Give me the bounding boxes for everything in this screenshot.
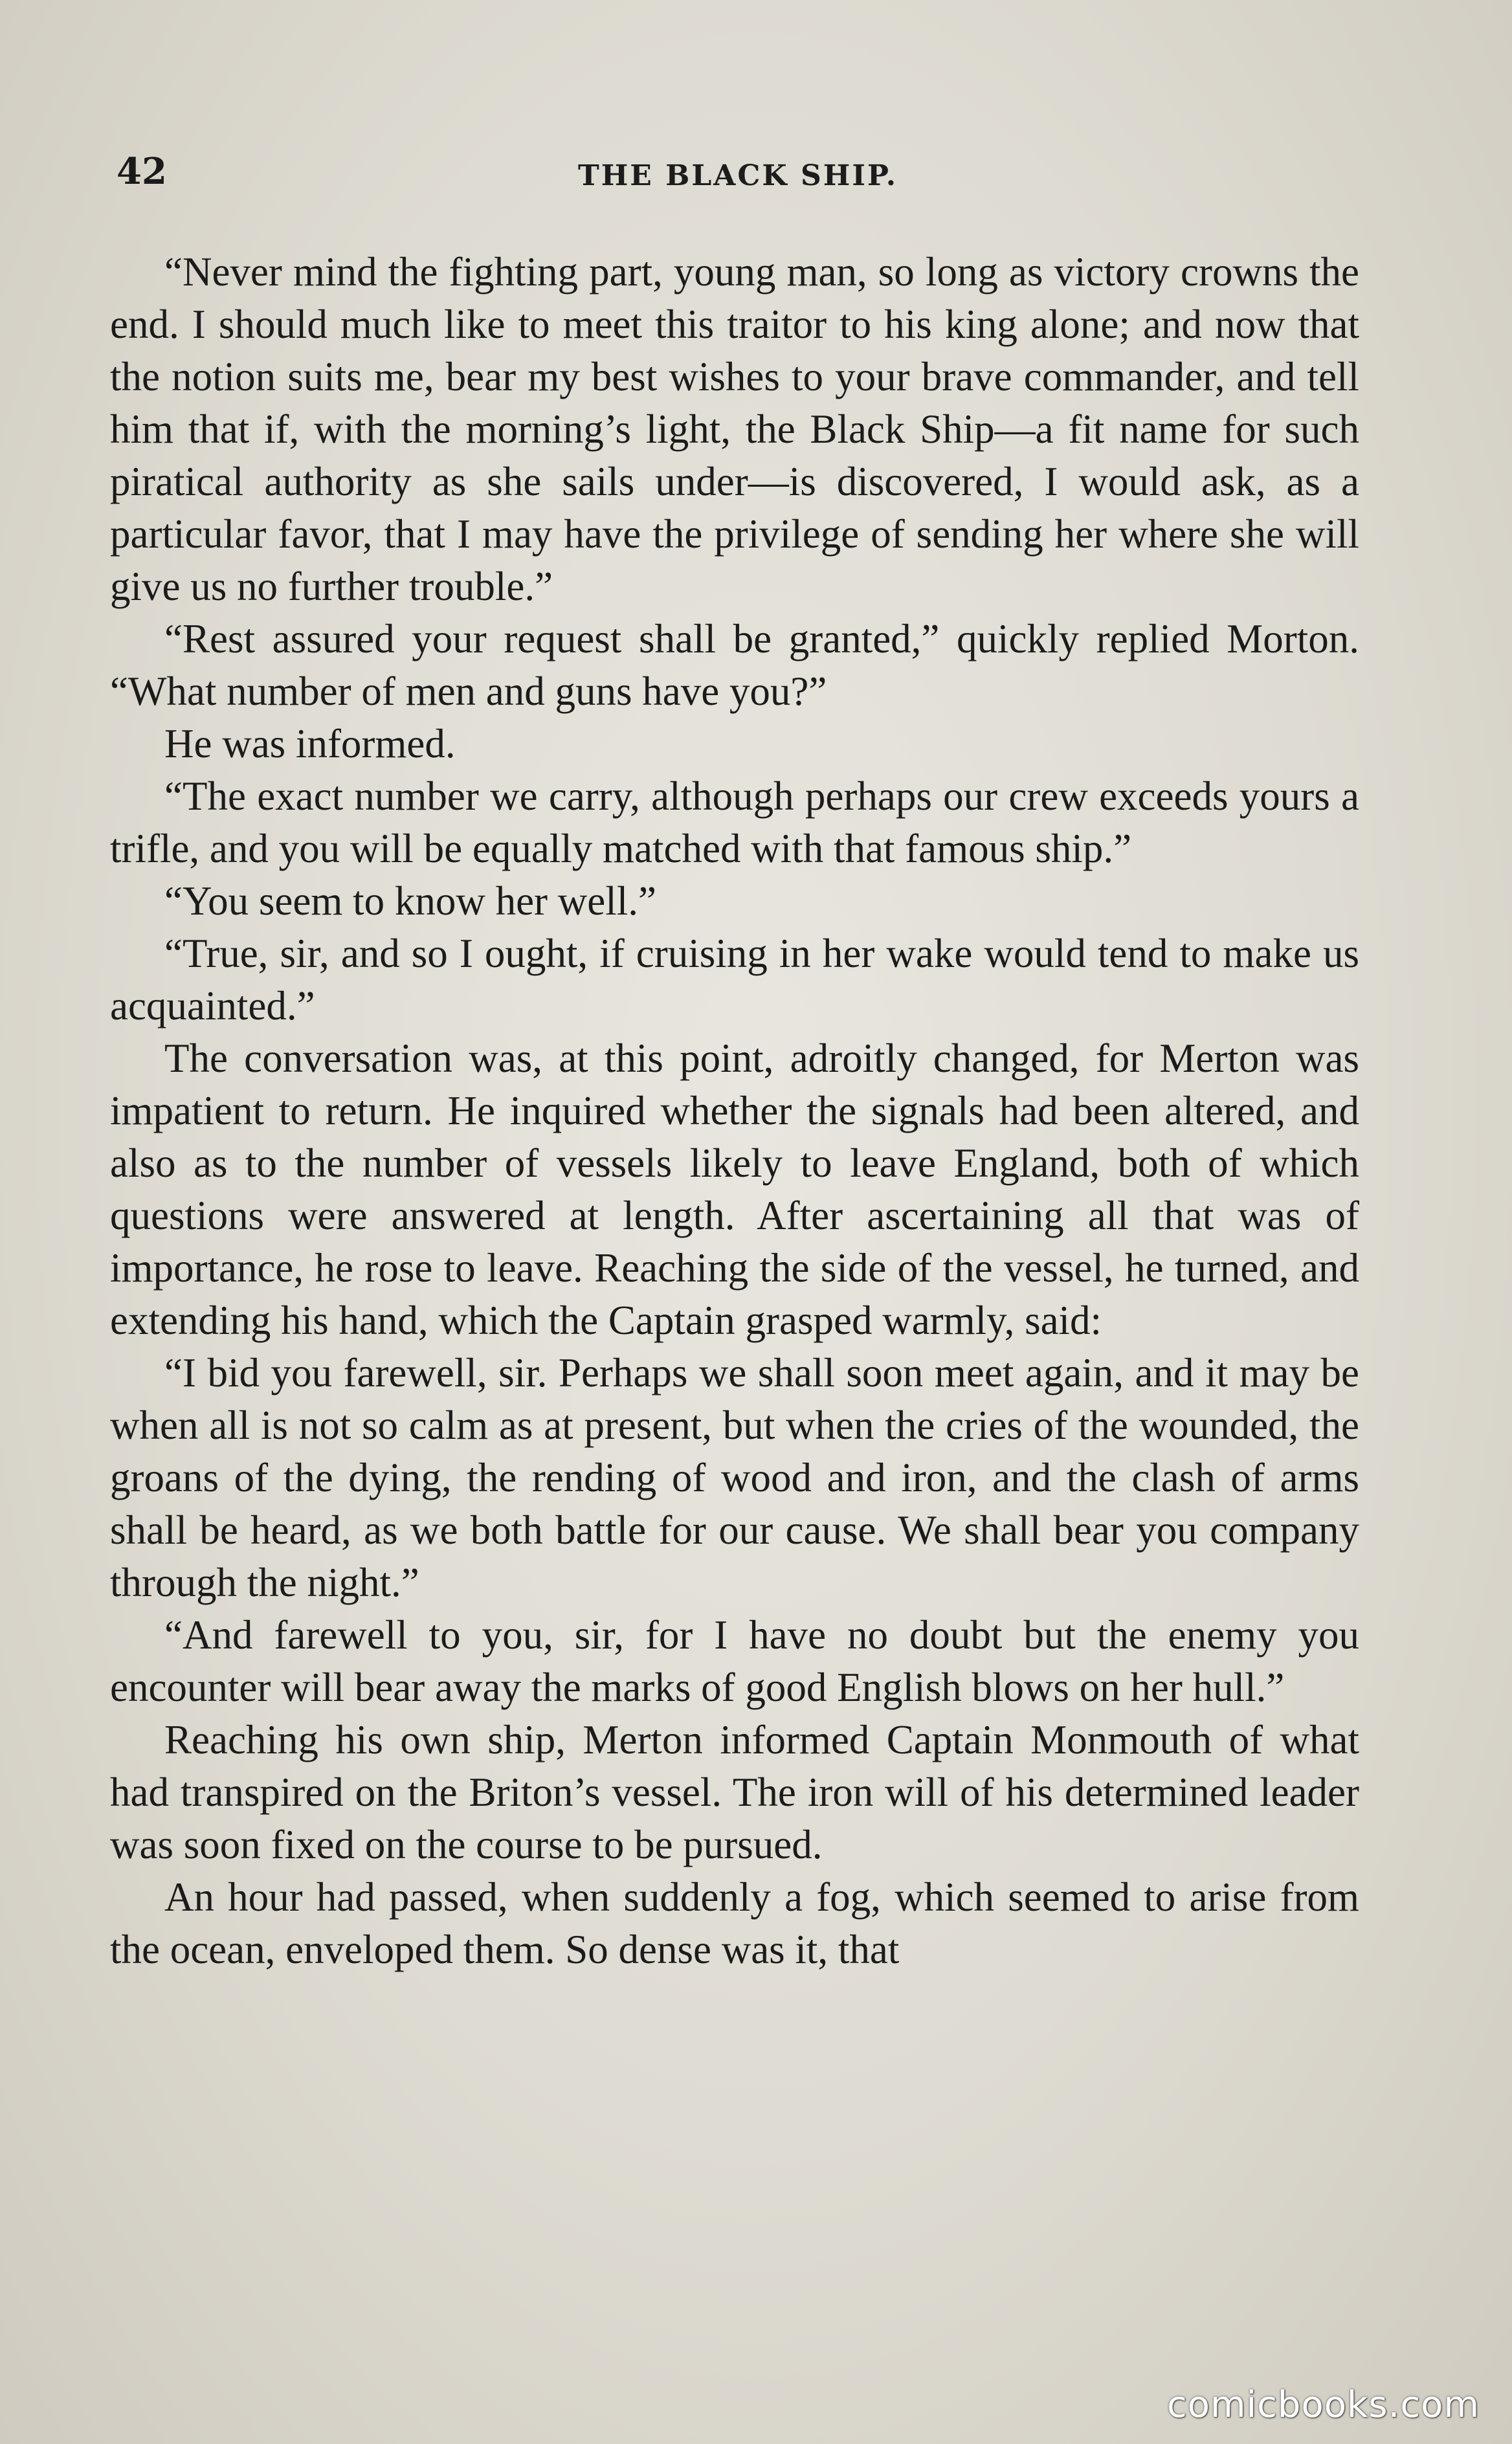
paragraph: “I bid you farewell, sir. Perhaps we shall soon meet again, and it may be when all is not so calm as at present, but when the cries of the wounded, the groans of the dying, the rending of wood and iron, and the clash of arms shall be heard, as we both battle for our cause. We shall bear you company through the night.” (110, 1350, 1359, 1605)
running-title: THE BLACK SHIP. (577, 159, 898, 192)
body-text (110, 246, 1359, 1976)
paragraph: The conversation was, at this point, adroitly changed, for Merton was impatient to return. He inquired whether the signals had been altered, and also as to the number of vessels likely to leave England, both of which questions were answered at length. After ascertaining all that was of importance, he rose to leave. Reaching the side of the vessel, he turned, and extending his hand, which the Captain grasped warmly, said: (110, 1036, 1359, 1343)
paragraph: “Never mind the fighting part, young man, so long as victory crowns the end. I should much like to meet this traitor to his king alone; and now that the notion suits me, bear my best wishes to your brave commander, and tell him that if, with the morning’s light, the Black Ship—a fit name for such piratical authority as she sails under—is discovered, I would ask, as a particular favor, that I may have the privilege of sending her where she will give us no further trouble.” (110, 249, 1359, 609)
paragraph: Reaching his own ship, Merton informed Captain Monmouth of what had transpired on the Briton’s vessel. The iron will of his determined leader was soon fixed on the course to be pursued. (110, 1717, 1359, 1867)
paragraph: “The exact number we carry, although perhaps our crew exceeds yours a trifle, and you will be equally matched with that famous ship.” (110, 773, 1359, 871)
page-header (117, 150, 1359, 202)
paragraph: “And farewell to you, sir, for I have no doubt but the enemy you encounter will bear away the marks of good English blows on her hull.” (110, 1612, 1359, 1710)
paragraph: An hour had passed, when suddenly a fog, which seemed to arise from the ocean, enveloped them. So dense was it, that (110, 1874, 1359, 1972)
paragraph: “You seem to know her well.” (164, 878, 656, 924)
paragraph: He was informed. (164, 721, 456, 766)
paragraph: “Rest assured your request shall be granted,” quickly replied Morton. “What number of men and guns have you?” (110, 616, 1359, 714)
watermark: comicbooks.com (1166, 2384, 1480, 2426)
paragraph: “True, sir, and so I ought, if cruising in her wake would tend to make us acquainted.” (110, 931, 1359, 1028)
page-number: 42 (117, 150, 167, 193)
